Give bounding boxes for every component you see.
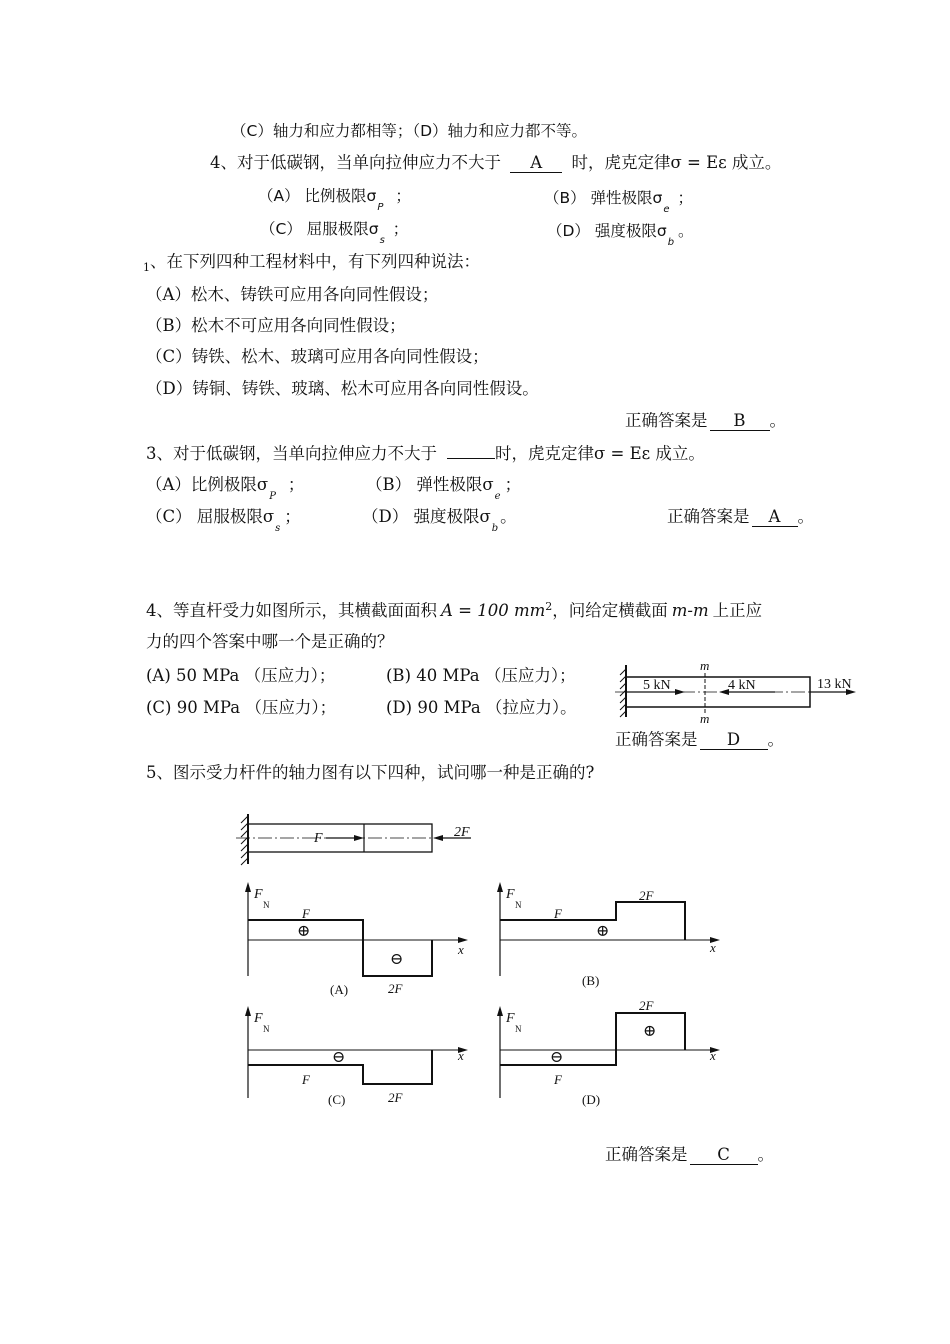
q5-bar-figure xyxy=(236,812,481,867)
q3-option-c: （C） 屈服极限$\sigma_s$； xyxy=(146,507,301,534)
q4-option-c: （C） 屈服极限$\sigma_s$； xyxy=(260,220,409,246)
q1-option-b: （B）松木不可应用各向同性假设； xyxy=(146,316,406,335)
q1-option-d: （D）铸铜、铸铁、玻璃、松木可应用各向同性假设。 xyxy=(146,379,539,398)
q4-option-d: （D） 强度极限$\sigma_b$。 xyxy=(547,222,694,248)
q4b-answer-blank: D xyxy=(700,731,768,750)
svg-text:N: N xyxy=(515,900,522,910)
svg-text:F: F xyxy=(554,906,562,921)
bar-force-figure xyxy=(615,655,860,727)
q4b-answer: 正确答案是 D 。 xyxy=(615,730,784,749)
diagram-b xyxy=(488,880,723,1005)
q3-blank xyxy=(447,442,495,459)
svg-text:F: F xyxy=(506,887,515,902)
svg-text:2F: 2F xyxy=(639,888,654,903)
svg-text:x: x xyxy=(710,940,716,955)
q4b-option-a: (A) 50 MPa （压应力）； xyxy=(146,666,336,685)
force-5kn-label: 5 kN xyxy=(643,678,671,693)
svg-text:F: F xyxy=(254,1011,263,1026)
diagram-label-d: (D) xyxy=(582,1092,601,1107)
option-cd-line: （C）轴力和应力都相等；（D）轴力和应力都不等。 xyxy=(231,122,588,140)
svg-text:N: N xyxy=(515,1024,522,1034)
svg-text:N: N xyxy=(263,1024,270,1034)
q5-stem: 5、图示受力杆件的轴力图有以下四种，试问哪一种是正确的? xyxy=(146,763,595,782)
q3-answer-blank: A xyxy=(752,508,798,527)
svg-text:2F: 2F xyxy=(388,981,403,996)
q4b-option-d: (D) 90 MPa （拉应力）。 xyxy=(386,698,577,717)
svg-text:F: F xyxy=(554,1072,562,1087)
q3-option-d: （D） 强度极限$\sigma_b$。 xyxy=(362,507,517,534)
plus-icon: ⊕ xyxy=(643,1023,657,1040)
minus-icon: ⊖ xyxy=(550,1049,564,1066)
diagram-label-b: (B) xyxy=(582,973,600,988)
plus-icon: ⊕ xyxy=(297,923,311,940)
q5-answer: 正确答案是 C 。 xyxy=(605,1145,774,1164)
q3-option-a: （A）比例极限$\sigma_P$； xyxy=(146,475,305,502)
svg-text:x: x xyxy=(458,942,464,957)
diagram-label-a: (A) xyxy=(330,982,349,997)
q5-answer-blank: C xyxy=(690,1146,758,1165)
svg-text:F: F xyxy=(302,1072,310,1087)
minus-icon: ⊖ xyxy=(332,1049,346,1066)
q4-stem: 4、对于低碳钢，当单向拉伸应力不大于 A 时，虎克定律σ = Eε 成立。 xyxy=(210,153,782,172)
q5-force-f: F xyxy=(314,831,323,846)
q4b-stem-line1: 4、等直杆受力如图所示，其横截面面积 A = 100 $mm^2$，问给定横截面 m-m 上正应 xyxy=(146,600,763,620)
svg-text:x: x xyxy=(710,1048,716,1063)
svg-text:F: F xyxy=(254,887,263,902)
svg-text:2F: 2F xyxy=(639,998,654,1013)
svg-text:N: N xyxy=(263,900,270,910)
q4-option-b: （B） 弹性极限$\sigma_e$； xyxy=(544,189,694,215)
q4b-option-c: (C) 90 MPa （压应力）； xyxy=(146,698,337,717)
q4-option-a: （A） 比例极限$\sigma_P$； xyxy=(258,187,411,213)
svg-text:2F: 2F xyxy=(388,1090,403,1105)
plus-icon: ⊕ xyxy=(596,923,610,940)
q3-option-b: （B） 弹性极限$\sigma_e$； xyxy=(366,475,522,502)
m-label-top: m xyxy=(700,658,710,673)
diagram-d xyxy=(488,998,723,1123)
q1-answer: 正确答案是 B 。 xyxy=(625,411,786,430)
q5-force-2f: 2F xyxy=(454,825,470,840)
force-13kn-label: 13 kN xyxy=(817,677,852,692)
diagram-label-c: (C) xyxy=(328,1092,346,1107)
diagram-a xyxy=(236,880,471,1005)
q4b-stem-line2: 力的四个答案中哪一个是正确的？ xyxy=(146,632,394,651)
q3-stem: 3、对于低碳钢，当单向拉伸应力不大于 时，虎克定律σ = Eε 成立。 xyxy=(146,444,705,463)
svg-text:F: F xyxy=(302,906,310,921)
q3-answer: 正确答案是 A 。 xyxy=(667,507,814,526)
q4-answer-blank: A xyxy=(510,154,562,173)
svg-text:x: x xyxy=(458,1048,464,1063)
diagram-c xyxy=(236,998,471,1123)
q1-option-c: （C）铸铁、松木、玻璃可应用各向同性假设； xyxy=(146,347,489,366)
q1-option-a: （A）松木、铸铁可应用各向同性假设； xyxy=(146,285,439,304)
q4b-option-b: (B) 40 MPa （压应力）； xyxy=(386,666,576,685)
minus-icon: ⊖ xyxy=(390,951,404,968)
m-label-bottom: m xyxy=(700,711,710,726)
q1-stem: $_1$、在下列四种工程材料中，有下列四种说法： xyxy=(143,252,480,274)
svg-text:F: F xyxy=(506,1011,515,1026)
force-4kn-label: 4 kN xyxy=(728,678,756,693)
q1-answer-blank: B xyxy=(710,412,770,431)
